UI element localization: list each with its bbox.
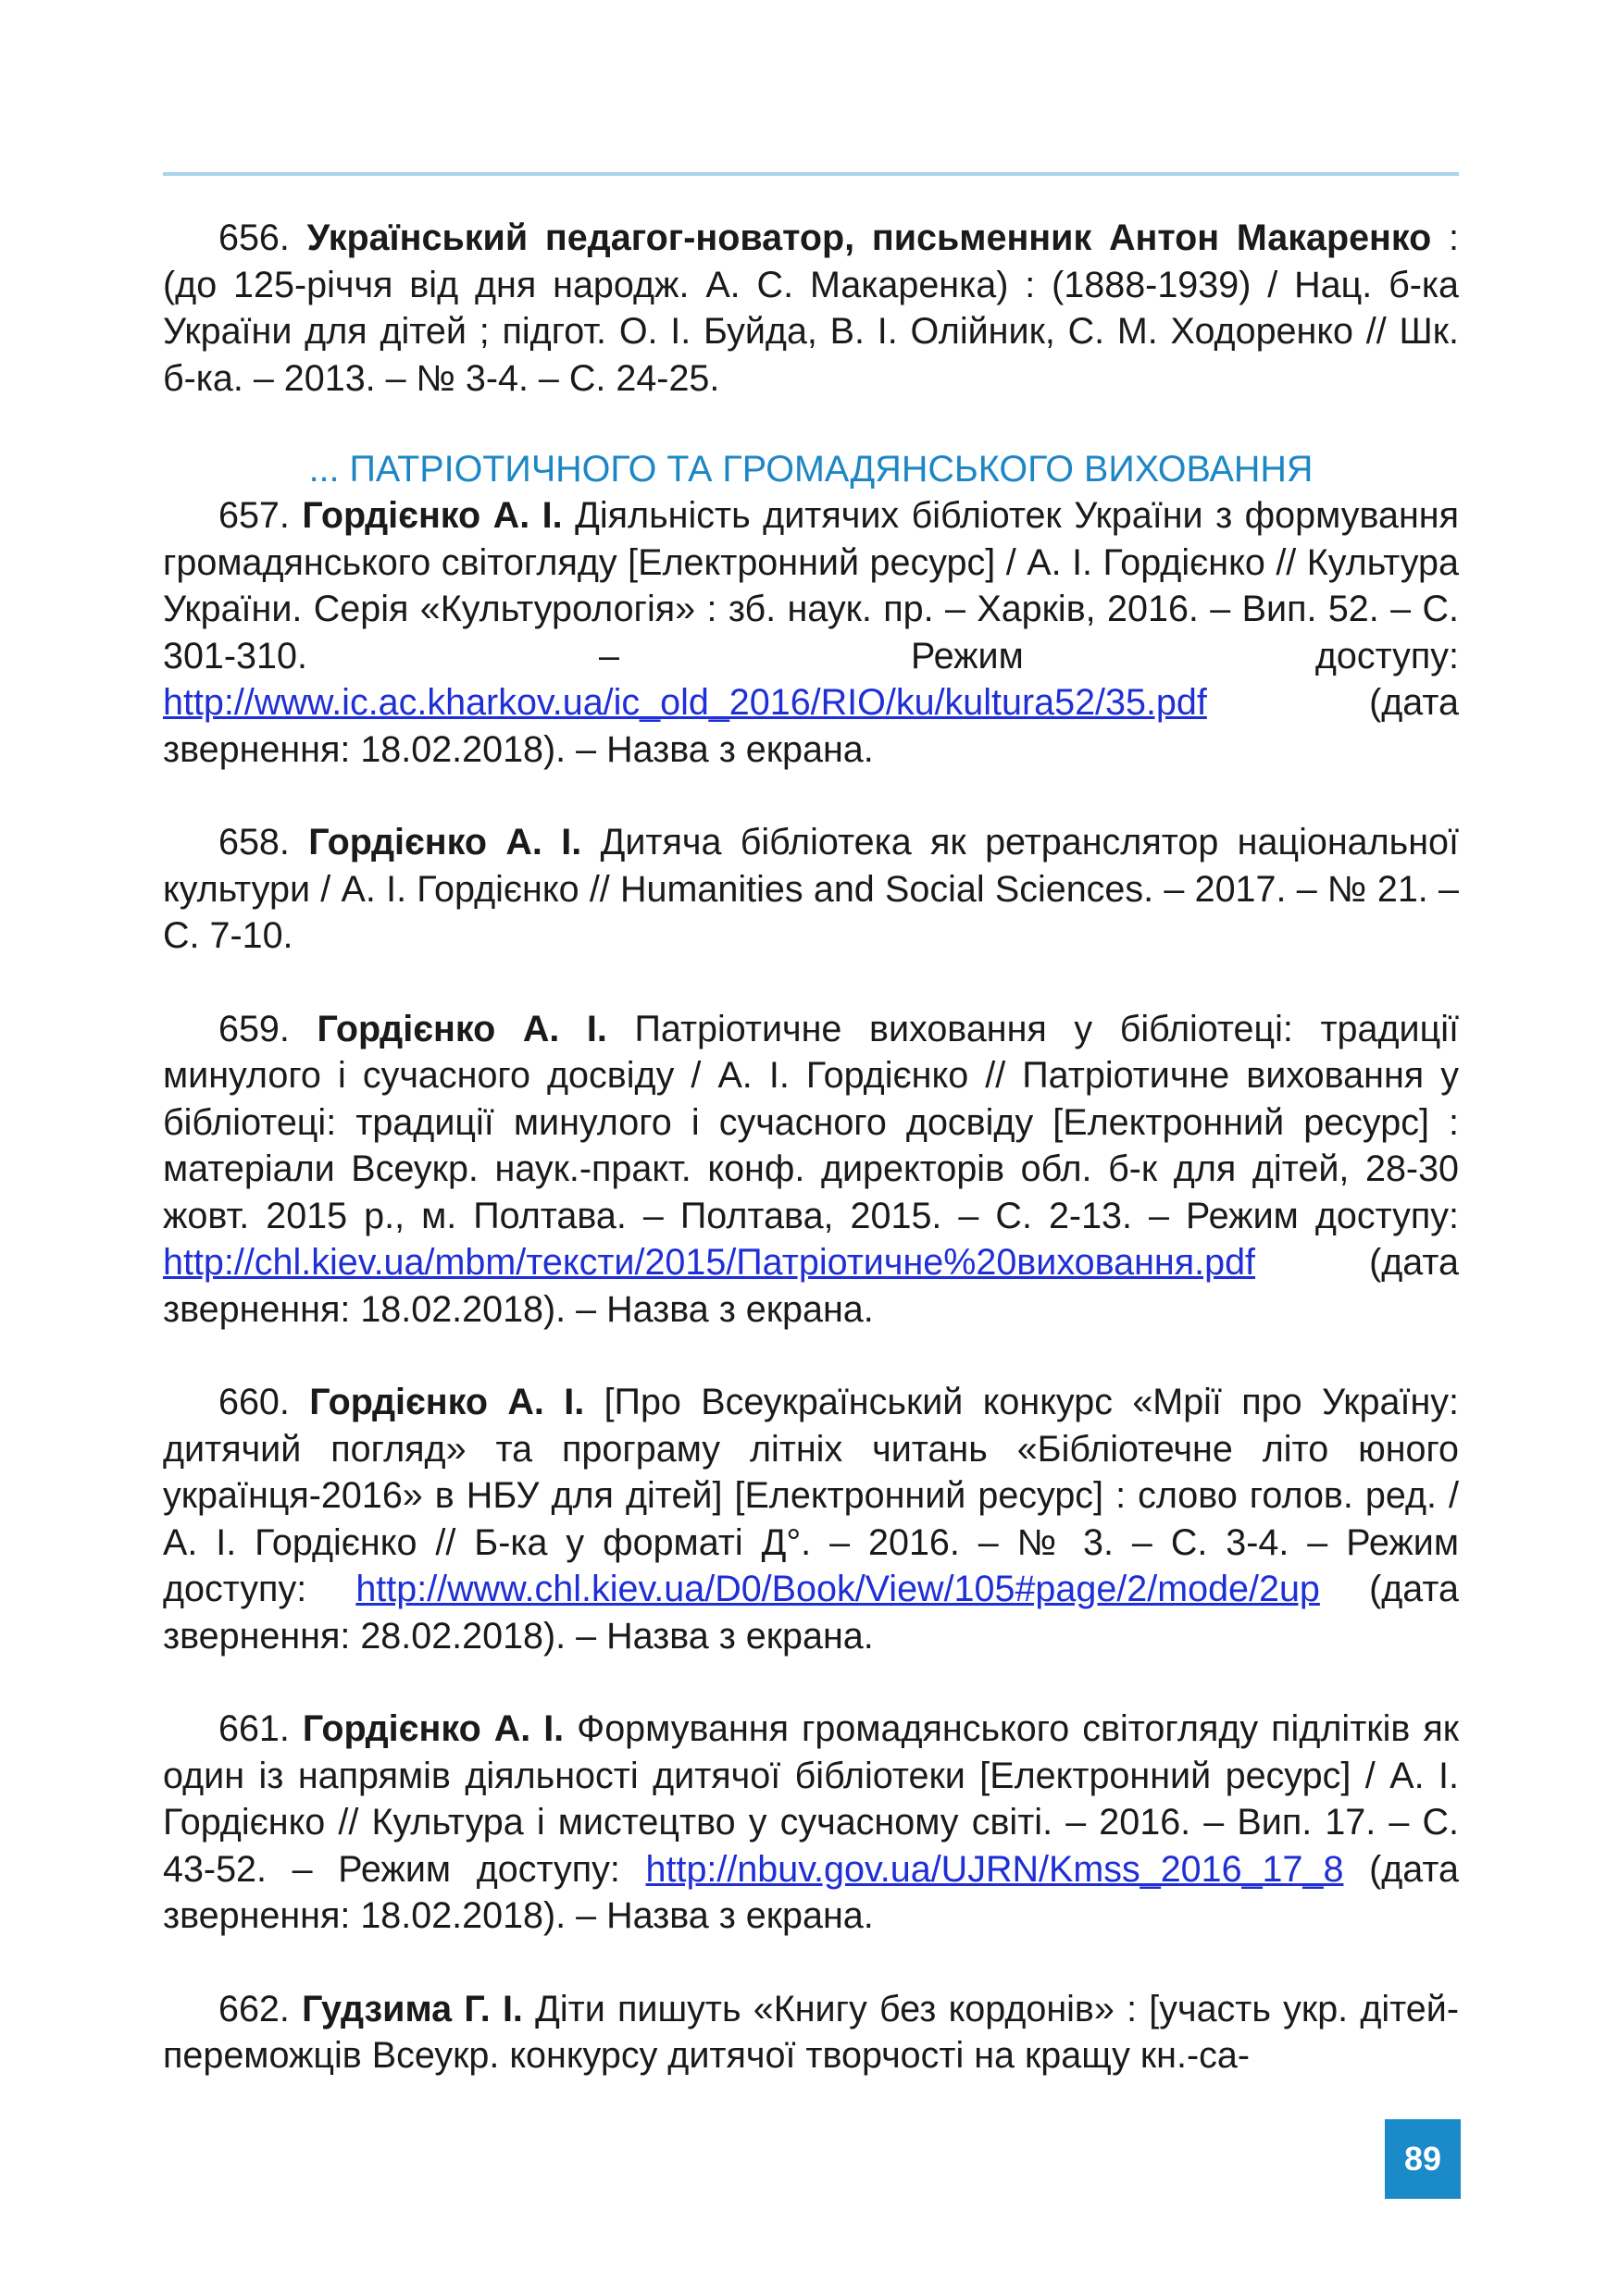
entry-access-date: (дата звернення: 18.02.2018). – Назва з екрана. bbox=[163, 1848, 1459, 1936]
section-heading: ... ПАТРІОТИЧНОГО ТА ГРОМАДЯНСЬКОГО ВИХОВАННЯ bbox=[308, 449, 1314, 490]
entry-author: Гудзима Г. І. bbox=[302, 1988, 523, 2029]
entry-text: Дитяча бібліотека як ретранслятор національної культури / А. І. Гордієнко // Humanities and Social Sciences. – 2017. – № 21. – С. 7-10. bbox=[163, 822, 1459, 956]
entry-title: Український педагог-новатор, письменник Антон Макаренко bbox=[306, 217, 1432, 258]
page-content bbox=[163, 215, 1459, 2126]
entry-number: 659. bbox=[218, 1008, 290, 1049]
entry-link[interactable]: http://nbuv.gov.ua/UJRN/Kmss_2016_17_8 bbox=[645, 1848, 1344, 1890]
entry-link[interactable]: http://www.ic.ac.kharkov.ua/ic_old_2016/RIO/ku/kultura52/35.pdf bbox=[163, 682, 1207, 723]
entry-author: Гордієнко А. І. bbox=[317, 1008, 607, 1049]
entry-number: 657. bbox=[218, 495, 290, 536]
entry-author: Гордієнко А. І. bbox=[302, 1708, 565, 1749]
entry-access-date: (дата звернення: 18.02.2018). – Назва з екрана. bbox=[163, 1242, 1459, 1330]
entry-text: Патріотичне виховання у бібліотеці: традиції минулого і сучасного досвіду / А. І. Гордієнко // Патріотичне виховання у бібліотеці: традиції минулого і сучасного досвіду [Електронний ресурс] : матеріали Всеукр. наук.-практ. конф. директорів обл. б-к для дітей, 28-30 жовт. 2015 р., м. Полтава. – Полтава, 2015. – С. 2-13. – Режим доступу: bbox=[163, 1008, 1459, 1236]
entry-number: 656. bbox=[218, 217, 290, 258]
entry-access-date: (дата звернення: 18.02.2018). – Назва з екрана. bbox=[163, 682, 1459, 770]
entry-author: Гордієнко А. І. bbox=[308, 822, 582, 863]
bibliography-entry-659 bbox=[163, 1006, 1459, 1334]
entry-author: Гордієнко А. І. bbox=[309, 1382, 585, 1422]
bibliography-entry-657 bbox=[163, 492, 1459, 773]
entry-number: 661. bbox=[218, 1708, 290, 1749]
page-number-badge: 89 bbox=[1385, 2119, 1461, 2199]
entry-number: 660. bbox=[218, 1382, 290, 1422]
entry-link[interactable]: http://chl.kiev.ua/mbm/тексти/2015/Патріотичне%20виховання.pdf bbox=[163, 1242, 1256, 1283]
bibliography-entry-661 bbox=[163, 1706, 1459, 1940]
top-divider bbox=[163, 172, 1459, 176]
bibliography-entry-662 bbox=[163, 1986, 1459, 2079]
bibliography-entry-660 bbox=[163, 1379, 1459, 1659]
entry-text: [Про Всеукраїнський конкурс «Мрії про Україну: дитячий погляд» та програму літніх читань «Бібліотечне літо юного українця-2016» в НБУ для дітей] [Електронний ресурс] : слово голов. ред. / А. І. Гордієнко // Б-ка у форматі Д°. – 2016. – № 3. – С. 3-4. – Режим доступу: bbox=[163, 1382, 1459, 1609]
entry-number: 662. bbox=[218, 1988, 290, 2029]
entry-text: Формування громадянського світогляду підлітків як один із напрямів діяльності дитячої бібліотеки [Електронний ресурс] / А. І. Гордієнко // Культура і мистецтво у сучасному світі. – 2016. – Вип. 17. – С. 43-52. – Режим доступу: bbox=[163, 1708, 1459, 1890]
entry-text: Діяльність дитячих бібліотек України з формування громадянського світогляду [Електронний ресурс] / А. І. Гордієнко // Культура України. Серія «Культурологія» : зб. наук. пр. – Харків, 2016. – Вип. 52. – С. 301-310. – Режим доступу: bbox=[163, 495, 1459, 676]
entry-link[interactable]: http://www.chl.kiev.ua/D0/Book/View/105#page/2/mode/2up bbox=[355, 1569, 1320, 1609]
bibliography-entry-658 bbox=[163, 819, 1459, 960]
entry-access-date: (дата звернення: 28.02.2018). – Назва з екрана. bbox=[163, 1569, 1459, 1657]
entry-number: 658. bbox=[218, 822, 290, 863]
bibliography-entry-656 bbox=[163, 215, 1459, 402]
entry-text: Діти пишуть «Книгу без кордонів» : [участь укр. дітей-переможців Всеукр. конкурсу дитячої творчості на кращу кн.-са- bbox=[163, 1988, 1459, 2076]
entry-author: Гордієнко А. І. bbox=[302, 495, 563, 536]
entry-text: : (до 125-річчя від дня народж. А. С. Макаренка) : (1888-1939) / Нац. б-ка України для дітей ; підгот. О. І. Буйда, В. І. Олійник, С. М. Ходоренко // Шк. б-ка. – 2013. – № 3-4. – С. 24-25. bbox=[163, 217, 1459, 399]
